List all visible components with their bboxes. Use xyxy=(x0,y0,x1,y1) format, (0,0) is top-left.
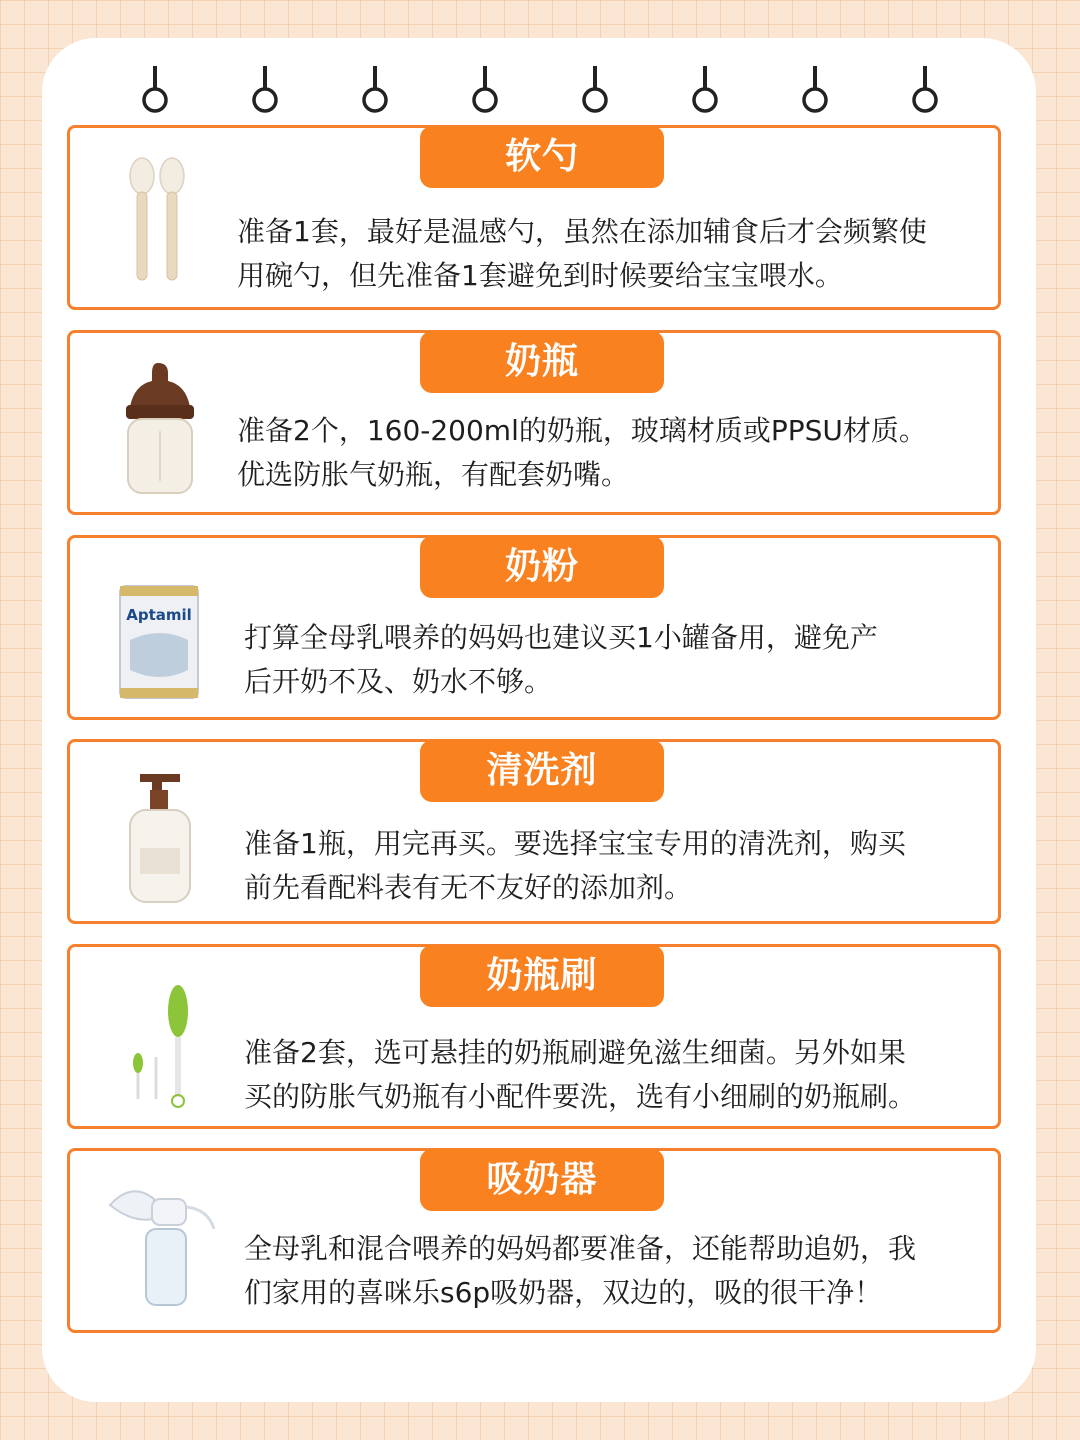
breast-pump-icon xyxy=(100,1169,220,1319)
formula-can-icon xyxy=(100,558,220,708)
item-title: 吸奶器 xyxy=(420,1149,664,1211)
binder-ring-icon xyxy=(470,66,500,114)
item-card-breast-pump xyxy=(67,1148,1001,1333)
item-description: 准备1瓶，用完再买。要选择宝宝专用的清洗剂，购买 前先看配料表有无不友好的添加剂。 xyxy=(244,827,906,904)
item-description: 全母乳和混合喂养的妈妈都要准备，还能帮助追奶，我 们家用的喜咪乐s6p吸奶器，双边的，吸的很干净！ xyxy=(244,1232,917,1309)
item-description: 准备2个，160-200ml的奶瓶，玻璃材质或PPSU材质。 优选防胀气奶瓶，有配套奶嘴。 xyxy=(237,414,927,491)
item-title: 软勺 xyxy=(420,126,664,188)
item-card-baby-bottle xyxy=(67,330,1001,515)
binder-ring-icon xyxy=(250,66,280,114)
item-card-formula xyxy=(67,535,1001,720)
item-card-bottle-brush xyxy=(67,944,1001,1129)
baby-bottle-icon xyxy=(100,353,220,503)
item-card-cleanser xyxy=(67,739,1001,924)
item-title: 奶粉 xyxy=(420,536,664,598)
binder-ring-icon xyxy=(690,66,720,114)
bottle-brush-icon xyxy=(100,967,220,1117)
item-card-soft-spoon xyxy=(67,125,1001,310)
spoon-icon xyxy=(100,148,220,298)
item-title: 奶瓶 xyxy=(420,331,664,393)
binder-ring-icon xyxy=(140,66,170,114)
binder-ring-icon xyxy=(910,66,940,114)
item-description: 准备1套，最好是温感勺，虽然在添加辅食后才会频繁使 用碗勺，但先准备1套避免到时候要给宝宝喂水。 xyxy=(237,215,927,292)
item-title: 奶瓶刷 xyxy=(420,945,664,1007)
formula-brand-label: Aptamil xyxy=(126,606,192,624)
item-title: 清洗剂 xyxy=(420,740,664,802)
item-description: 准备2套，选可悬挂的奶瓶刷避免滋生细菌。另外如果 买的防胀气奶瓶有小配件要洗，选有小细刷的奶瓶刷。 xyxy=(244,1036,917,1113)
binder-ring-icon xyxy=(800,66,830,114)
binder-ring-icon xyxy=(360,66,390,114)
binder-ring-icon xyxy=(580,66,610,114)
cleanser-bottle-icon xyxy=(100,762,220,912)
item-description: 打算全母乳喂养的妈妈也建议买1小罐备用，避免产 后开奶不及、奶水不够。 xyxy=(244,621,878,698)
